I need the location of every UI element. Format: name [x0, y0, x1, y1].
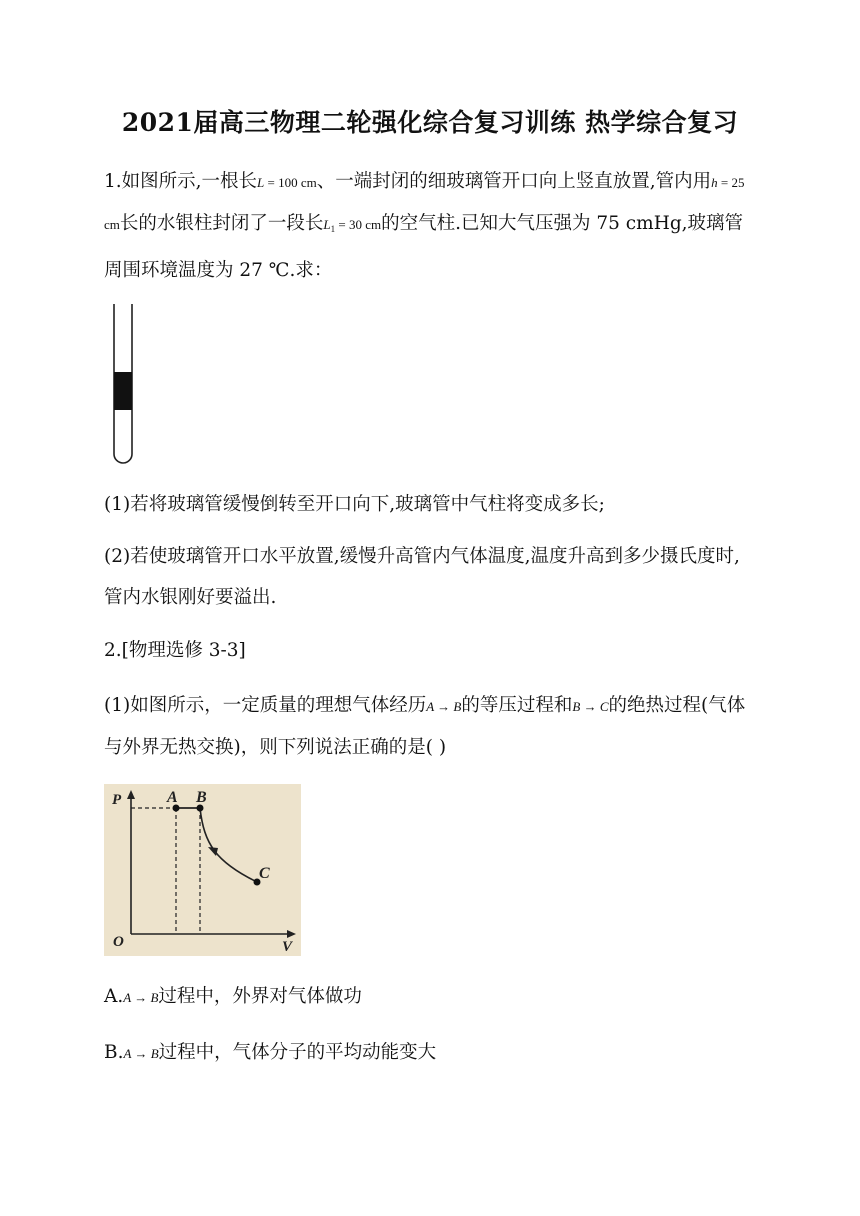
option-b[interactable]	[104, 1032, 754, 1074]
point-b-label: B	[196, 789, 207, 806]
q1-text-2: 、一端封闭的细玻璃管开口向上竖直放置,管内用	[316, 171, 712, 192]
option-a-prefix: A.	[104, 986, 124, 1007]
option-a-formula: A → B	[123, 990, 159, 1005]
option-b-formula: A → B	[123, 1046, 159, 1061]
option-a-text: 过程中，外界对气体做功	[158, 986, 362, 1007]
adiabatic-curve	[200, 808, 257, 882]
mercury-column	[114, 372, 132, 410]
option-b-text: 过程中，气体分子的平均动能变大	[158, 1042, 437, 1063]
formula-bc: B → C	[572, 699, 609, 714]
formula-h: h = 25 cm	[104, 175, 745, 232]
formula-L: L = 100 cm	[257, 175, 317, 190]
option-b-prefix: B.	[104, 1042, 124, 1063]
page-title: 2021届高三物理二轮强化综合复习训练 热学综合复习	[121, 108, 739, 137]
q1-text-1: 1.如图所示,一根长	[104, 171, 258, 192]
q2-text-3: 的绝热过程(气体与外界无热交换)，则下列说法正确的是( )	[104, 695, 746, 758]
formula-L1: $L_1 = 30$ cm	[323, 217, 382, 234]
point-a-label: A	[167, 789, 178, 806]
formula-ab: A → B	[426, 699, 462, 714]
q2-text-2: 的等压过程和	[461, 695, 573, 716]
glass-tube-figure	[108, 302, 138, 472]
question-1-part-1: (1)若将玻璃管缓慢倒转至开口向下,玻璃管中气柱将变成多长;	[104, 494, 605, 515]
curve-arrow	[208, 847, 218, 856]
question-2-stem	[104, 685, 754, 768]
q2-text-1: (1)如图所示，一定质量的理想气体经历	[104, 695, 427, 716]
option-a[interactable]	[104, 976, 754, 1018]
axis-v-label: V	[282, 939, 293, 955]
q1-text-3: 长的水银柱封闭了一段长	[119, 213, 324, 234]
v-axis-arrow	[287, 930, 296, 938]
point-c-label: C	[259, 865, 270, 882]
origin-label: O	[113, 934, 124, 950]
pv-diagram	[104, 784, 301, 956]
question-1-stem	[104, 161, 754, 291]
axis-p-label: P	[112, 792, 122, 808]
question-2-heading: 2.[物理选修 3-3]	[104, 640, 246, 661]
p-axis-arrow	[127, 790, 135, 799]
q1-text-4: 的空气柱.已知大气压强为 75 cmHg,玻璃管周围环境温度为 27 ℃.求：	[104, 213, 744, 281]
question-1-part-2: (2)若使玻璃管开口水平放置,缓慢升高管内气体温度,温度升高到多少摄氏度时,管内水银刚好要溢出.	[104, 546, 740, 608]
